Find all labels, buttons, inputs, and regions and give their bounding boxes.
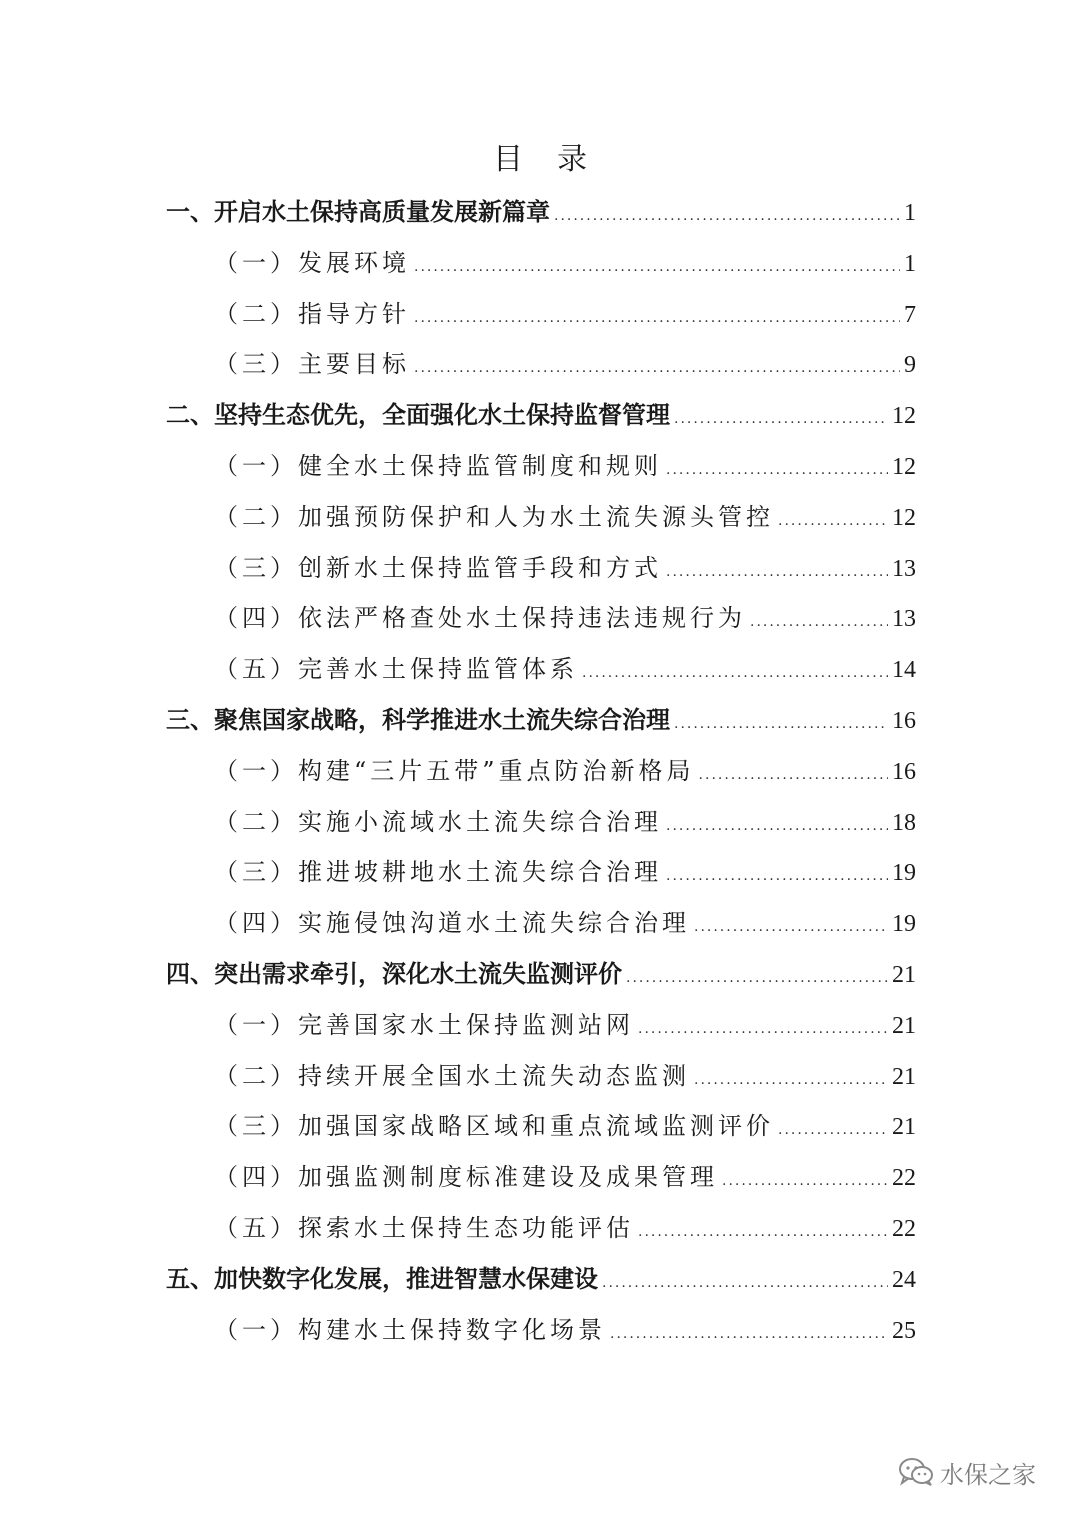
title-char-1: 目: [493, 142, 523, 177]
toc-page-number: 16: [892, 758, 916, 785]
toc-leader-dots: [666, 450, 888, 490]
watermark-text: 水保之家: [940, 1460, 1036, 1489]
toc-leader-dots: [414, 247, 900, 287]
toc-chapter: [166, 700, 916, 740]
toc-page-number: 13: [892, 555, 916, 582]
toc-section: [214, 1208, 916, 1248]
toc-page-number: 21: [892, 1012, 916, 1039]
toc-section: [214, 802, 916, 842]
toc-chapter: [166, 395, 916, 435]
toc-page-number: 12: [892, 403, 916, 430]
toc-leader-dots: [778, 501, 888, 541]
toc-leader-dots: [750, 602, 888, 642]
toc-page-number: 18: [892, 809, 916, 836]
toc-leader-dots: [414, 298, 900, 338]
toc-leader-dots: [610, 1314, 888, 1354]
toc-leader-dots: [638, 1009, 888, 1049]
toc-entry-label: （四）依法严格查处水土保持违法违规行为: [214, 604, 746, 633]
toc-section: [214, 446, 916, 486]
toc-page-number: 1: [904, 200, 916, 226]
toc-page-number: 19: [892, 911, 916, 938]
toc-section: [214, 649, 916, 689]
toc-entry-label: （一）构建水土保持数字化场景: [214, 1315, 606, 1344]
toc-section: [214, 1157, 916, 1197]
toc-leader-dots: [778, 1110, 888, 1150]
title-char-2: 录: [557, 142, 587, 177]
toc-entry-label: （一）完善国家水土保持监测站网: [214, 1010, 634, 1039]
toc-leader-dots: [638, 1212, 888, 1252]
toc-page-number: 12: [892, 454, 916, 480]
toc-page-number: 9: [904, 352, 916, 379]
toc-entry-label: 一、开启水土保持高质量发展新篇章: [166, 198, 550, 226]
toc-entry-label: 二、坚持生态优先，全面强化水土保持监督管理: [166, 401, 670, 430]
toc-section: [214, 903, 916, 943]
toc-section: [214, 852, 916, 892]
toc-section: [214, 598, 916, 638]
toc-page-number: 12: [892, 504, 916, 531]
toc-page-number: 1: [904, 250, 916, 277]
toc-section: [214, 548, 916, 588]
toc-entry-label: （五）探索水土保持生态功能评估: [214, 1214, 634, 1242]
toc-leader-dots: [699, 755, 888, 795]
toc-page-number: 13: [892, 606, 916, 633]
toc-leader-dots: [674, 704, 888, 744]
toc-entry-label: （一）发展环境: [214, 248, 410, 277]
toc-page-number: 21: [892, 1114, 916, 1141]
toc-section: [214, 294, 916, 334]
toc-entry-label: （二）实施小流域水土流失综合治理: [214, 807, 662, 836]
toc-section: [214, 1056, 916, 1096]
toc-page-number: 14: [892, 657, 916, 684]
toc-entry-label: （四）加强监测制度标准建设及成果管理: [214, 1163, 718, 1192]
toc-page-number: 22: [892, 1165, 916, 1192]
toc-page-number: 21: [892, 962, 916, 988]
toc-entry-label: （三）创新水土保持监管手段和方式: [214, 553, 662, 582]
toc-section: [214, 1005, 916, 1045]
toc-page-number: 22: [892, 1216, 916, 1242]
toc-entry-label: （一）健全水土保持监管制度和规则: [214, 452, 662, 480]
watermark: [898, 1452, 1036, 1492]
toc-leader-dots: [694, 1060, 888, 1100]
wechat-icon: [898, 1457, 934, 1487]
toc-chapter: [166, 192, 916, 232]
toc-leader-dots: [602, 1263, 888, 1303]
toc-leader-dots: [666, 856, 888, 896]
toc-entry-label: 五、加快数字化发展，推进智慧水保建设: [166, 1264, 598, 1293]
toc-entry-label: （二）指导方针: [214, 299, 410, 328]
toc-leader-dots: [582, 653, 888, 693]
toc-leader-dots: [722, 1161, 888, 1201]
toc-entry-label: （一）构建“三片五带”重点防治新格局: [214, 756, 695, 785]
toc-page-number: 25: [892, 1317, 916, 1344]
toc-leader-dots: [414, 348, 900, 388]
toc-section: [214, 497, 916, 537]
page-title: [0, 138, 1080, 182]
toc-section: [214, 243, 916, 283]
toc-leader-dots: [694, 907, 888, 947]
toc-page-number: 16: [892, 708, 916, 734]
toc-leader-dots: [674, 399, 888, 439]
toc-page-number: 7: [904, 301, 916, 328]
toc-leader-dots: [666, 806, 888, 846]
toc-chapter: [166, 954, 916, 994]
toc-section: [214, 751, 916, 791]
toc-section: [214, 1106, 916, 1146]
toc-entry-label: （三）推进坡耕地水土流失综合治理: [214, 858, 662, 887]
toc-chapter: [166, 1259, 916, 1299]
toc-entry-label: （四）实施侵蚀沟道水土流失综合治理: [214, 909, 690, 938]
toc-entry-label: （三）加强国家战略区域和重点流域监测评价: [214, 1112, 774, 1141]
toc-section: [214, 1310, 916, 1350]
toc-leader-dots: [666, 552, 888, 592]
toc-entry-label: （五）完善水土保持监管体系: [214, 655, 578, 684]
toc-page-number: 21: [892, 1063, 916, 1090]
toc-entry-label: 三、聚焦国家战略，科学推进水土流失综合治理: [166, 706, 670, 734]
toc-entry-label: 四、突出需求牵引，深化水土流失监测评价: [166, 960, 622, 988]
toc-entry-label: （三）主要目标: [214, 350, 410, 379]
toc-entry-label: （二）持续开展全国水土流失动态监测: [214, 1061, 690, 1090]
toc-leader-dots: [554, 196, 900, 236]
toc-entry-label: （二）加强预防保护和人为水土流失源头管控: [214, 502, 774, 531]
toc-section: [214, 344, 916, 384]
toc-page-number: 24: [892, 1266, 916, 1293]
toc-leader-dots: [626, 958, 888, 998]
toc-page-number: 19: [892, 860, 916, 887]
